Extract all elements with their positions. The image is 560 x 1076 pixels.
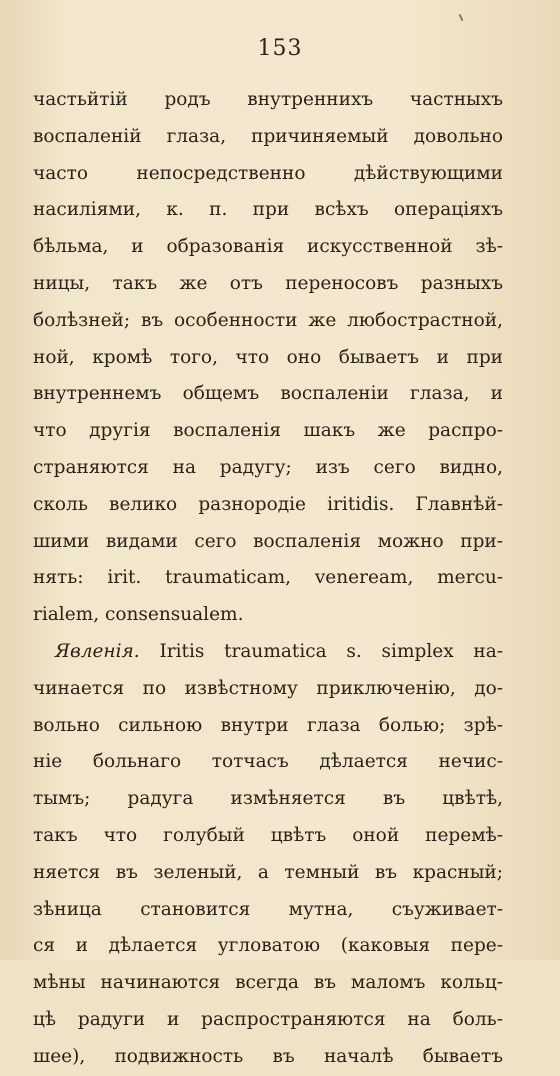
- text-line: вольно сильною внутри глаза болью; зрѣ-: [33, 714, 503, 736]
- text-line: ной, кромѣ того, что оно бываетъ и при: [33, 346, 503, 368]
- paper-speck: [459, 14, 464, 21]
- text-body: [33, 82, 503, 1076]
- text-line: насиліями, к. п. при всѣхъ операціяхъ: [33, 199, 503, 221]
- text-line: ницы, такъ же отъ переносовъ разныхъ: [33, 272, 503, 294]
- text-line: такъ что голубый цвѣтъ оной перемѣ-: [33, 824, 503, 846]
- text-line: сколь велико разнородіе iritidis. Главнѣй-: [33, 493, 503, 515]
- text-line: чинается по извѣстному приключенію, до-: [33, 677, 503, 699]
- text-line: страняются на радугу; изъ сего видно,: [33, 456, 503, 478]
- text-line: внутреннемъ общемъ воспаленіи глаза, и: [33, 383, 503, 405]
- text-line: няется въ зеленый, а темный въ красный;: [33, 861, 503, 883]
- text-line: [33, 634, 503, 671]
- text-line: часто непосредственно дѣйствующими: [33, 162, 503, 184]
- paragraph-2: [33, 634, 503, 1076]
- text-line: мѣны начинаются всегда въ маломъ кольц-: [33, 972, 503, 994]
- text-line: ніе больнаго тотчасъ дѣлается нечис-: [33, 751, 503, 773]
- text-line: шее), подвижность въ началѣ бываетъ: [33, 1045, 503, 1067]
- text-line: зѣница становится мутна, съуживает-: [33, 898, 503, 920]
- text-line: воспаленій глаза, причиняемый довольно: [33, 125, 503, 147]
- text-line: ся и дѣлается угловатою (каковыя пере-: [33, 935, 503, 957]
- paragraph-1: [33, 82, 503, 634]
- text-line: тымъ; радуга измѣняется въ цвѣтѣ,: [33, 788, 503, 810]
- page-number: 153: [257, 36, 303, 61]
- text-line: частьйтій родъ внутреннихъ частныхъ: [33, 89, 503, 110]
- text-line: что другія воспаленія шакъ же распро-: [33, 420, 503, 442]
- text-line: болѣзней; въ особенности же любострастной,: [33, 309, 503, 331]
- text-line: нять: irit. traumaticam, veneream, mercu-: [33, 567, 503, 589]
- text-line-rest: Iritis traumatica s. simplex на-: [159, 640, 503, 662]
- text-line: шими видами сего воспаленія можно при-: [33, 530, 503, 552]
- text-line: rialem, consensualem.: [33, 604, 244, 626]
- text-line: цѣ радуги и распространяются на боль-: [33, 1008, 503, 1030]
- section-lead: Явленія.: [55, 640, 140, 662]
- text-line: бѣльма, и образованія искусственной зѣ-: [33, 236, 503, 258]
